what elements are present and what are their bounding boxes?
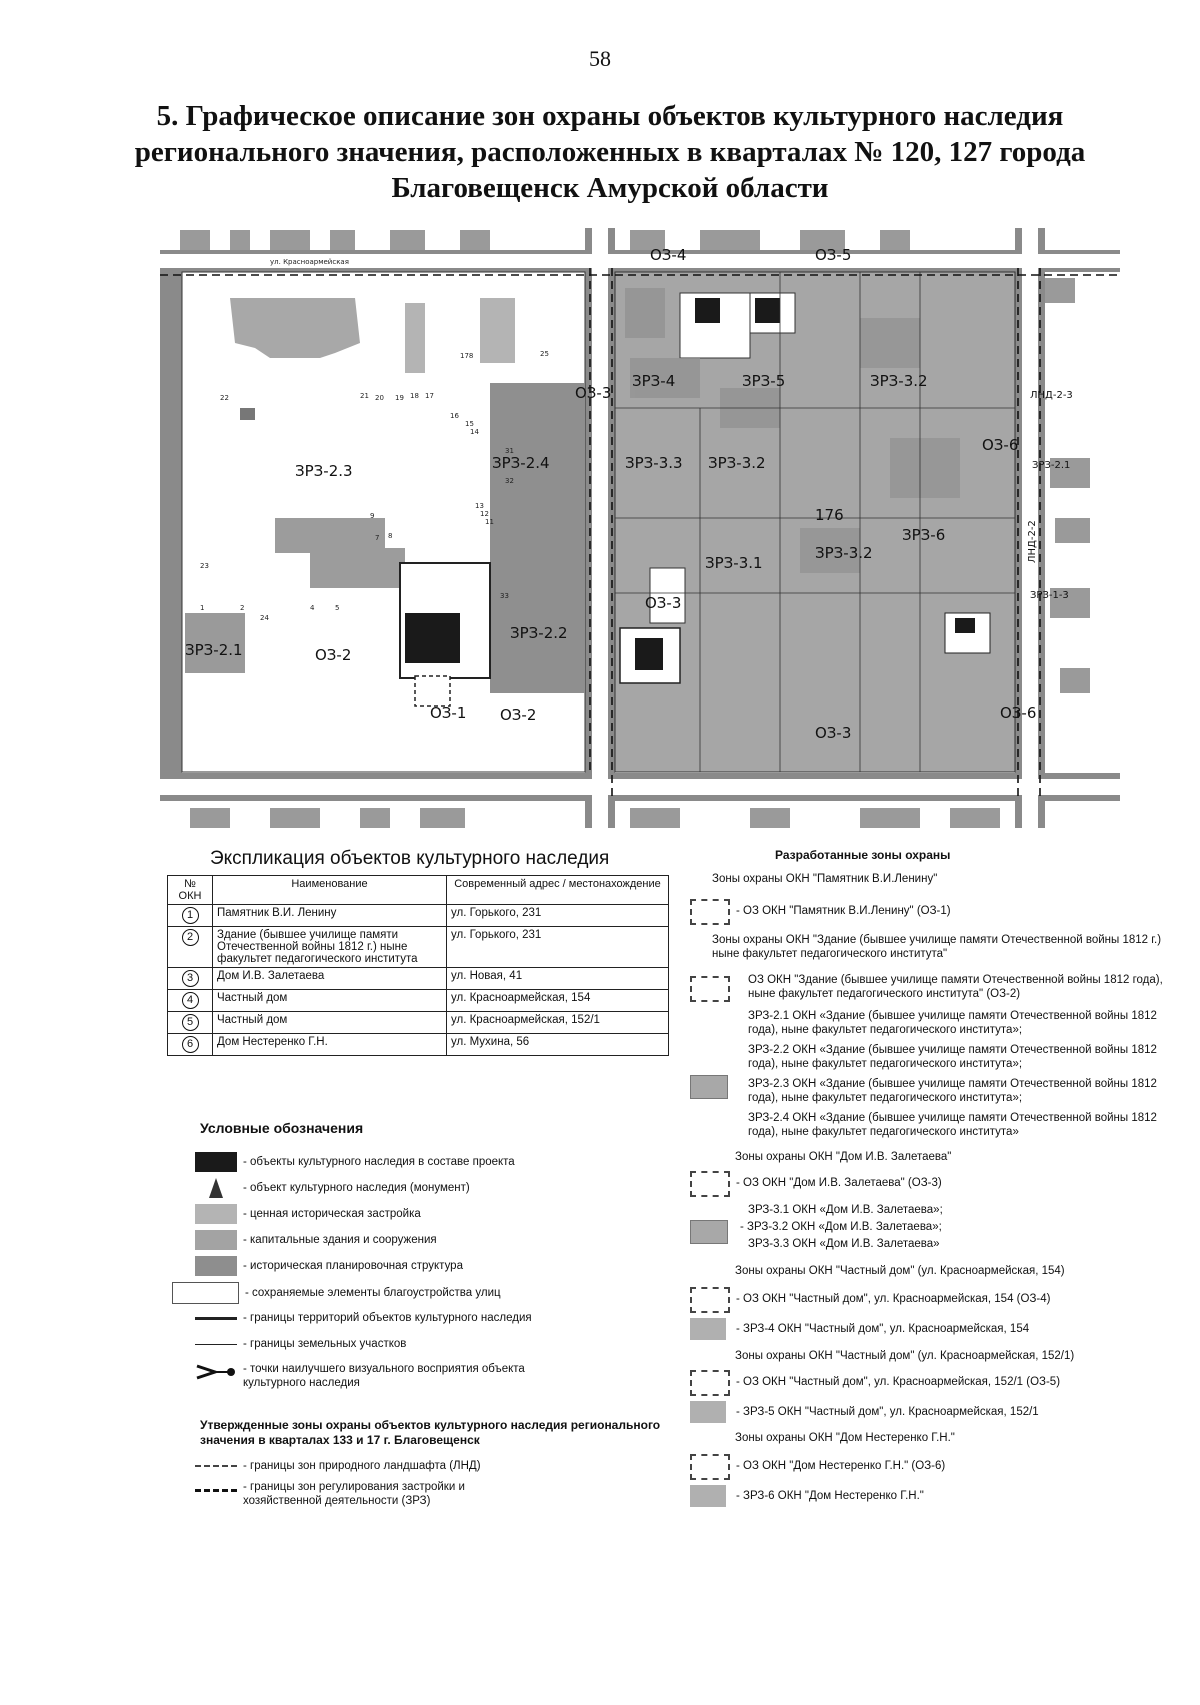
legend-swatch-planning xyxy=(195,1256,237,1276)
svg-text:ОЗ-6: ОЗ-6 xyxy=(982,436,1019,454)
col-name: Наименование xyxy=(213,876,447,905)
svg-text:ЗРЗ-2.3: ЗРЗ-2.3 xyxy=(295,462,353,480)
svg-text:14: 14 xyxy=(470,428,479,436)
table-row xyxy=(168,905,669,927)
svg-text:ЗРЗ-3.2: ЗРЗ-3.2 xyxy=(870,372,928,390)
okn-name: Здание (бывшее училище памяти Отечественной войны 1812 г.) ныне факультет педагогического института xyxy=(213,927,447,968)
svg-text:ЛНД-2-2: ЛНД-2-2 xyxy=(1027,520,1038,563)
svg-text:ОЗ-4: ОЗ-4 xyxy=(650,246,687,264)
zone-item: ОЗ ОКН "Здание (бывшее училище памяти Отечественной войны 1812 года), ныне факультет педагогического института" (ОЗ-2) xyxy=(748,974,1163,1000)
svg-text:33: 33 xyxy=(500,592,509,600)
zone-item: - ЗРЗ-6 ОКН "Дом Нестеренко Г.Н." xyxy=(736,1490,924,1502)
oz-swatch xyxy=(690,1370,730,1396)
legend-swatch-okn xyxy=(195,1152,237,1172)
okn-name: Дом И.В. Залетаева xyxy=(213,968,447,990)
legend-swatch-street xyxy=(172,1282,239,1304)
oz-swatch xyxy=(690,1287,730,1313)
zone-item: - ОЗ ОКН "Частный дом", ул. Красноармейская, 152/1 (ОЗ-5) xyxy=(736,1376,1061,1388)
legend-line-plots xyxy=(195,1334,237,1354)
table-header-row xyxy=(168,876,669,905)
legend-label: - историческая планировочная структура xyxy=(243,1260,463,1272)
svg-text:25: 25 xyxy=(540,350,549,358)
group-header: Зоны охраны ОКН "Дом И.В. Залетаева" xyxy=(735,1151,952,1163)
legend-item xyxy=(195,1230,437,1250)
table-row xyxy=(168,968,669,990)
svg-text:ОЗ-3: ОЗ-3 xyxy=(645,594,682,612)
legend-item xyxy=(195,1456,481,1476)
svg-text:ЗРЗ-2.4: ЗРЗ-2.4 xyxy=(492,454,550,472)
okn-number: 4 xyxy=(182,992,199,1009)
map-drawing xyxy=(160,228,1120,828)
svg-text:13: 13 xyxy=(475,502,484,510)
svg-text:ЛНД-2-3: ЛНД-2-3 xyxy=(1030,390,1073,401)
legend-item xyxy=(195,1256,463,1276)
legend-label: - границы земельных участков xyxy=(243,1338,407,1350)
zone-item: - ОЗ ОКН "Памятник В.И.Ленину" (ОЗ-1) xyxy=(736,905,951,917)
okn-number: 2 xyxy=(182,929,199,946)
group-header: Зоны охраны ОКН "Здание (бывшее училище памяти Отечественной войны 1812 г.) ныне факультет педагогического института" xyxy=(712,934,1162,960)
oz-swatch xyxy=(690,976,730,1002)
okn-address: ул. Мухина, 56 xyxy=(447,1034,669,1056)
okn-name: Дом Нестеренко Г.Н. xyxy=(213,1034,447,1056)
zrz-swatch xyxy=(690,1485,726,1507)
zone-item: - ОЗ ОКН "Дом И.В. Залетаева" (ОЗ-3) xyxy=(736,1177,942,1189)
group-header: Зоны охраны ОКН "Памятник В.И.Ленину" xyxy=(712,873,938,885)
svg-text:ОЗ-2: ОЗ-2 xyxy=(315,646,352,664)
svg-text:ОЗ-2: ОЗ-2 xyxy=(500,706,537,724)
oz-swatch xyxy=(690,899,730,925)
zone-item: - ОЗ ОКН "Дом Нестеренко Г.Н." (ОЗ-6) xyxy=(736,1460,946,1472)
legend-item xyxy=(195,1334,406,1354)
legend-label: - границы зон регулирования застройки и хозяйственной деятельности (ЗРЗ) xyxy=(243,1481,465,1507)
group-header: Зоны охраны ОКН "Дом Нестеренко Г.Н." xyxy=(735,1432,955,1444)
svg-text:11: 11 xyxy=(485,518,494,526)
zone-item: ЗРЗ-2.3 ОКН «Здание (бывшее училище памяти Отечественной войны 1812 года), ныне факультет педагогического института»; xyxy=(748,1078,1157,1104)
legend-line-territory xyxy=(195,1308,237,1328)
legend-line-zrz xyxy=(195,1480,237,1500)
svg-text:ЗРЗ-2.2: ЗРЗ-2.2 xyxy=(510,624,568,642)
developed-zones-title: Разработанные зоны охраны xyxy=(775,848,951,862)
svg-text:23: 23 xyxy=(200,562,209,570)
table-row xyxy=(168,1034,669,1056)
legend-label: - капитальные здания и сооружения xyxy=(243,1234,437,1246)
oz-swatch xyxy=(690,1454,730,1480)
okn-address: ул. Красноармейская, 152/1 xyxy=(447,1012,669,1034)
col-address: Современный адрес / местонахождение xyxy=(447,876,669,905)
zone-item: ЗРЗ-2.2 ОКН «Здание (бывшее училище памяти Отечественной войны 1812 года), ныне факультет педагогического института»; xyxy=(748,1044,1157,1070)
zone-item: - ЗРЗ-4 ОКН "Частный дом", ул. Красноармейская, 154 xyxy=(736,1323,1030,1335)
zrz-swatch xyxy=(690,1318,726,1340)
legend-label: - объект культурного наследия (монумент) xyxy=(243,1182,470,1194)
legend-swatch-capital xyxy=(195,1230,237,1250)
group-header: Зоны охраны ОКН "Частный дом" (ул. Красноармейская, 152/1) xyxy=(735,1350,1075,1362)
svg-text:24: 24 xyxy=(260,614,269,622)
svg-text:ОЗ-6: ОЗ-6 xyxy=(1000,704,1037,722)
svg-text:ОЗ-1: ОЗ-1 xyxy=(430,704,467,722)
svg-text:ЗРЗ-3.2: ЗРЗ-3.2 xyxy=(708,454,766,472)
svg-text:ЗРЗ-1-3: ЗРЗ-1-3 xyxy=(1030,590,1069,601)
okn-name: Частный дом xyxy=(213,990,447,1012)
zone-item: ЗРЗ-3.1 ОКН «Дом И.В. Залетаева»; xyxy=(748,1204,943,1216)
svg-text:ул. Красноармейская: ул. Красноармейская xyxy=(270,258,349,266)
svg-text:18: 18 xyxy=(410,392,419,400)
table-row xyxy=(168,1012,669,1034)
explication-table xyxy=(167,875,669,1056)
svg-text:32: 32 xyxy=(505,477,514,485)
svg-text:ОЗ-3: ОЗ-3 xyxy=(815,724,852,742)
legend-item xyxy=(195,1204,421,1224)
table-row xyxy=(168,990,669,1012)
legend-label: - объекты культурного наследия в составе проекта xyxy=(243,1156,515,1168)
svg-text:178: 178 xyxy=(460,352,474,360)
legend-label: - границы территорий объектов культурного наследия xyxy=(243,1312,532,1324)
legend-line-lnd xyxy=(195,1456,237,1476)
zone-item: - ЗРЗ-3.2 ОКН «Дом И.В. Залетаева»; xyxy=(740,1221,942,1233)
svg-text:ЗРЗ-2.1: ЗРЗ-2.1 xyxy=(185,641,243,659)
page-title: 5. Графическое описание зон охраны объектов культурного наследия регионального значения, расположенных в кварталах № 120, 127 города Благовещенск Амурской области xyxy=(134,100,1086,204)
svg-text:ОЗ-5: ОЗ-5 xyxy=(815,246,852,264)
svg-text:17: 17 xyxy=(425,392,434,400)
col-num: № ОКН xyxy=(168,876,213,905)
svg-text:ЗРЗ-4: ЗРЗ-4 xyxy=(632,372,676,390)
svg-text:4: 4 xyxy=(310,604,315,612)
viewpoint-icon xyxy=(195,1362,237,1382)
approved-zones-title: Утвержденные зоны охраны объектов культурного наследия регионального значения в кварталах 133 и 17 г. Благовещенск xyxy=(200,1418,661,1447)
svg-text:8: 8 xyxy=(388,532,393,540)
svg-text:ЗРЗ-6: ЗРЗ-6 xyxy=(902,526,946,544)
zrz-swatch xyxy=(690,1075,728,1099)
svg-text:5: 5 xyxy=(335,604,340,612)
zrz-swatch xyxy=(690,1220,728,1244)
zone-map xyxy=(160,228,1120,828)
legend-swatch-historic xyxy=(195,1204,237,1224)
svg-text:7: 7 xyxy=(375,534,380,542)
svg-text:20: 20 xyxy=(375,394,384,402)
okn-address: ул. Красноармейская, 154 xyxy=(447,990,669,1012)
okn-name: Памятник В.И. Ленину xyxy=(213,905,447,927)
oz-swatch xyxy=(690,1171,730,1197)
zone-item: ЗРЗ-3.3 ОКН «Дом И.В. Залетаева» xyxy=(748,1238,940,1250)
legend-item xyxy=(195,1308,532,1328)
okn-number: 3 xyxy=(182,970,199,987)
svg-text:31: 31 xyxy=(505,447,514,455)
legend-label: - точки наилучшего визуального восприятия объекта культурного наследия xyxy=(243,1363,525,1389)
svg-text:16: 16 xyxy=(450,412,459,420)
legend-item xyxy=(195,1362,533,1390)
svg-text:21: 21 xyxy=(360,392,369,400)
svg-text:9: 9 xyxy=(370,512,375,520)
table-row xyxy=(168,927,669,968)
svg-text:19: 19 xyxy=(395,394,404,402)
zone-item: - ЗРЗ-5 ОКН "Частный дом", ул. Красноармейская, 152/1 xyxy=(736,1406,1039,1418)
svg-text:ЗРЗ-3.2: ЗРЗ-3.2 xyxy=(815,544,873,562)
okn-number: 6 xyxy=(182,1036,199,1053)
svg-text:176: 176 xyxy=(815,506,844,524)
legend-label: - границы зон природного ландшафта (ЛНД) xyxy=(243,1460,481,1472)
okn-address: ул. Горького, 231 xyxy=(447,927,669,968)
okn-address: ул. Новая, 41 xyxy=(447,968,669,990)
legend-title: Условные обозначения xyxy=(200,1120,364,1136)
svg-text:ЗРЗ-5: ЗРЗ-5 xyxy=(742,372,786,390)
zrz-swatch xyxy=(690,1401,726,1423)
svg-text:15: 15 xyxy=(465,420,474,428)
explication-title: Экспликация объектов культурного наследия xyxy=(210,848,610,869)
svg-text:12: 12 xyxy=(480,510,489,518)
okn-name: Частный дом xyxy=(213,1012,447,1034)
zone-item: - ОЗ ОКН "Частный дом", ул. Красноармейская, 154 (ОЗ-4) xyxy=(736,1293,1051,1305)
okn-address: ул. Горького, 231 xyxy=(447,905,669,927)
legend-item xyxy=(195,1152,515,1172)
svg-text:2: 2 xyxy=(240,604,245,612)
legend-label: - ценная историческая застройка xyxy=(243,1208,421,1220)
group-header: Зоны охраны ОКН "Частный дом" (ул. Красноармейская, 154) xyxy=(735,1265,1065,1277)
svg-text:ЗРЗ-2.1: ЗРЗ-2.1 xyxy=(1032,460,1071,471)
svg-text:ЗРЗ-3.3: ЗРЗ-3.3 xyxy=(625,454,683,472)
zone-item: ЗРЗ-2.4 ОКН «Здание (бывшее училище памяти Отечественной войны 1812 года), ныне факультет педагогического института» xyxy=(748,1112,1157,1138)
legend-label: - сохраняемые элементы благоустройства улиц xyxy=(245,1287,501,1299)
svg-text:ЗРЗ-3.1: ЗРЗ-3.1 xyxy=(705,554,763,572)
legend-item xyxy=(172,1282,501,1304)
svg-text:ОЗ-3: ОЗ-3 xyxy=(575,384,612,402)
monument-icon xyxy=(195,1178,237,1198)
legend-item xyxy=(195,1178,470,1198)
okn-number: 1 xyxy=(182,907,199,924)
okn-number: 5 xyxy=(182,1014,199,1031)
svg-text:22: 22 xyxy=(220,394,229,402)
zone-item: ЗРЗ-2.1 ОКН «Здание (бывшее училище памяти Отечественной войны 1812 года), ныне факультет педагогического института»; xyxy=(748,1010,1157,1036)
svg-text:1: 1 xyxy=(200,604,205,612)
page-number: 58 xyxy=(589,46,611,71)
legend-item xyxy=(195,1480,533,1508)
